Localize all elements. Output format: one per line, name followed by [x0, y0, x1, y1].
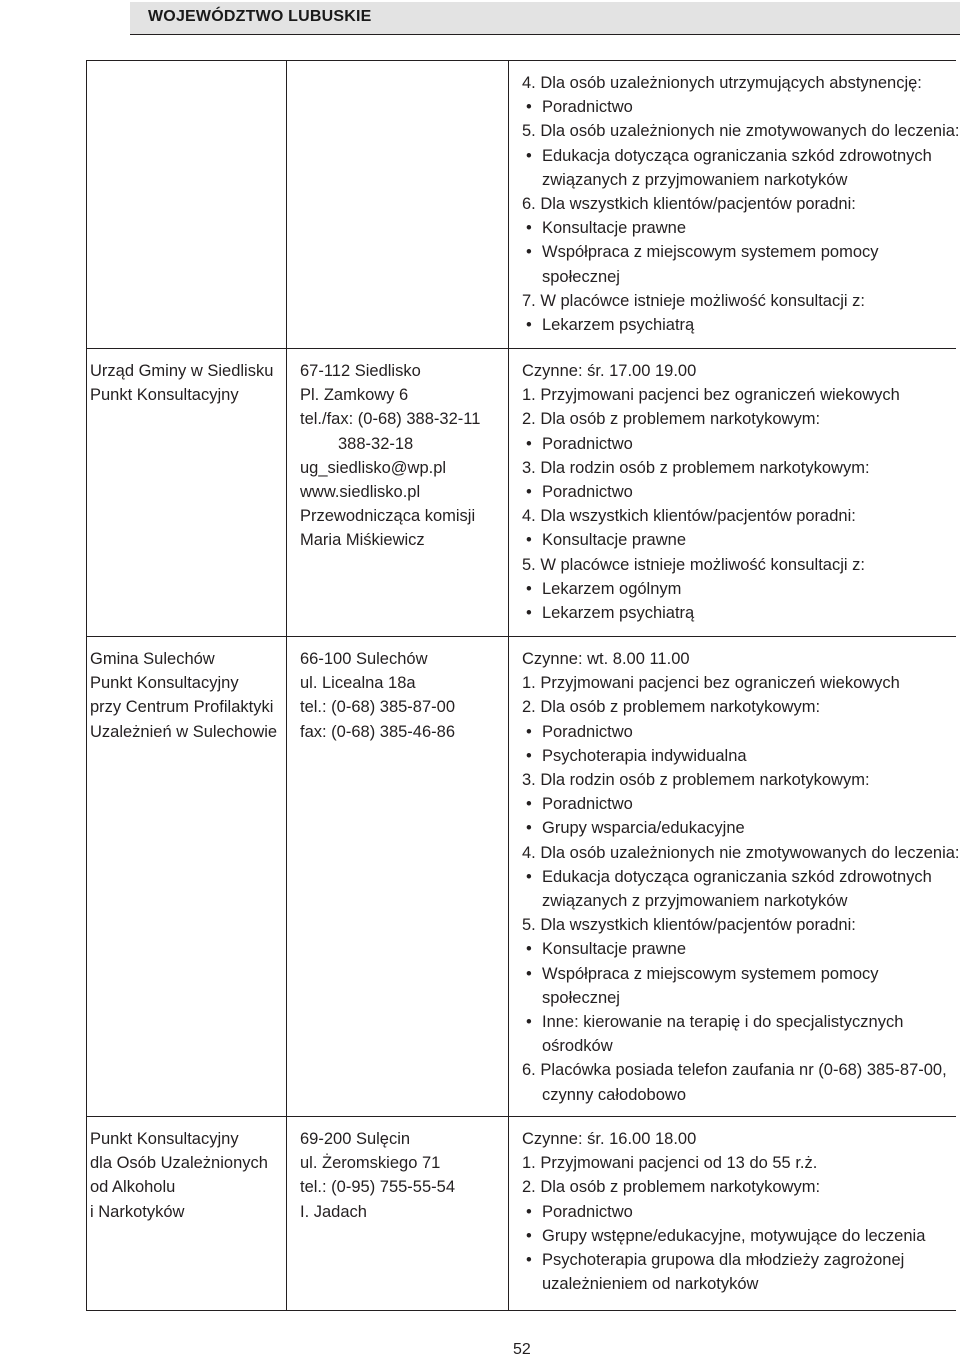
text-line: 67-112 Siedlisko — [300, 362, 421, 380]
page-number: 52 — [513, 1341, 531, 1358]
bullet-item: • Psychoterapia grupowa dla młodzieży zagrożonej — [522, 1248, 925, 1272]
name-line: Punkt Konsultacyjny — [90, 1130, 239, 1148]
bullet-item: • Lekarzem ogólnym — [522, 577, 900, 601]
name-line: i Narkotyków — [90, 1202, 185, 1221]
name-line: Punkt Konsultacyjny — [90, 386, 239, 405]
bullet-item: • Konsultacje prawne — [522, 937, 960, 961]
text-line: 4. Dla osób uzależnionych utrzymujących abstynencję: — [522, 74, 922, 92]
institution-name-cell — [90, 1127, 268, 1224]
text-line: www.siedlisko.pl — [300, 483, 421, 502]
page-title: WOJEWÓDZTWO LUBUSKIE — [148, 8, 372, 25]
text-line: społecznej — [542, 267, 620, 286]
bullet-item: • Lekarzem psychiatrą — [522, 313, 960, 337]
bullet-item: • Poradnictwo — [522, 792, 960, 816]
text-line: ul. Żeromskiego 71 — [300, 1154, 441, 1173]
bullet-item: • Poradnictwo — [522, 480, 900, 504]
text-line: Czynne: śr. 16.00 18.00 — [522, 1130, 697, 1148]
text-line: 69-200 Sulęcin — [300, 1130, 411, 1148]
address-cell — [300, 647, 455, 744]
bullet-item: • Poradnictwo — [522, 432, 900, 456]
text-line: Czynne: wt. 8.00 11.00 — [522, 650, 690, 668]
services-cell — [522, 647, 960, 1107]
services-cell — [522, 1127, 925, 1296]
bullet-item: • Grupy wstępne/edukacyjne, motywujące do leczenia — [522, 1224, 925, 1248]
text-line: 4. Dla osób uzależnionych nie zmotywowanych do leczenia: — [522, 843, 960, 862]
name-line: Uzależnień w Sulechowie — [90, 722, 278, 741]
table-border-left — [86, 60, 87, 1311]
text-line: 1. Przyjmowani pacjenci bez ograniczeń wiekowych — [522, 674, 900, 693]
text-line: czynny całodobowo — [542, 1085, 687, 1104]
text-line: 5. Dla wszystkich klientów/pacjentów poradni: — [522, 916, 856, 935]
text-line: Pl. Zamkowy 6 — [300, 386, 409, 405]
bullet-item: • Konsultacje prawne — [522, 216, 960, 240]
institution-name-cell — [90, 359, 273, 407]
name-line: dla Osób Uzależnionych — [90, 1154, 268, 1173]
name-line: od Alkoholu — [90, 1178, 176, 1197]
text-line: Maria Miśkiewicz — [300, 531, 425, 550]
bullet-item: • Poradnictwo — [522, 720, 960, 744]
column-divider-1 — [286, 60, 287, 1311]
text-line: 2. Dla osób z problemem narkotykowym: — [522, 698, 821, 717]
table-border-bottom — [86, 1310, 956, 1311]
services-cell — [522, 71, 960, 337]
row-divider — [86, 636, 956, 637]
text-line: 388-32-18 — [338, 434, 414, 453]
text-line: 6. Placówka posiada telefon zaufania nr (0-68) 385-87-00, — [522, 1061, 947, 1080]
bullet-item: • Poradnictwo — [522, 95, 960, 119]
text-line: ośrodków — [542, 1037, 613, 1056]
address-cell — [300, 1127, 455, 1224]
text-line: ug_siedlisko@wp.pl — [300, 458, 447, 477]
text-line: 2. Dla osób z problemem narkotykowym: — [522, 410, 821, 429]
text-line: 7. W placówce istnieje możliwość konsultacji z: — [522, 291, 865, 310]
bullet-item: • Współpraca z miejscowym systemem pomocy — [522, 240, 960, 264]
text-line: 3. Dla rodzin osób z problemem narkotykowym: — [522, 771, 870, 790]
bullet-item: • Poradnictwo — [522, 1200, 925, 1224]
text-line: Przewodnicząca komisji — [300, 507, 476, 526]
text-line: 5. Dla osób uzależnionych nie zmotywowanych do leczenia: — [522, 122, 960, 141]
text-line: 3. Dla rodzin osób z problemem narkotykowym: — [522, 458, 870, 477]
text-line: fax: (0-68) 385-46-86 — [300, 722, 456, 741]
text-line: 1. Przyjmowani pacjenci bez ograniczeń wiekowych — [522, 386, 900, 405]
row-divider — [86, 348, 956, 349]
text-line: 5. W placówce istnieje możliwość konsultacji z: — [522, 555, 865, 574]
bullet-item: • Współpraca z miejscowym systemem pomocy — [522, 962, 960, 986]
name-line: Urząd Gminy w Siedlisku — [90, 362, 274, 380]
text-line: Czynne: śr. 17.00 19.00 — [522, 362, 697, 380]
text-line: ul. Licealna 18a — [300, 674, 416, 693]
row-divider — [86, 1116, 956, 1117]
address-cell — [300, 359, 480, 553]
name-line: przy Centrum Profilaktyki — [90, 698, 274, 717]
institution-name-cell — [90, 647, 277, 744]
text-line: 1. Przyjmowani pacjenci od 13 do 55 r.ż. — [522, 1154, 818, 1173]
text-line: I. Jadach — [300, 1202, 367, 1221]
column-divider-2 — [508, 60, 509, 1311]
bullet-item: • Inne: kierowanie na terapię i do specjalistycznych — [522, 1010, 960, 1034]
text-line: 66-100 Sulechów — [300, 650, 428, 668]
bullet-item: • Edukacja dotycząca ograniczania szkód zdrowotnych — [522, 865, 960, 889]
text-line: tel./fax: (0-68) 388-32-11 — [300, 410, 481, 429]
text-line: związanych z przyjmowaniem narkotyków — [542, 170, 848, 189]
bullet-item: • Psychoterapia indywidualna — [522, 744, 960, 768]
table-border-top — [86, 60, 956, 61]
bullet-item: • Edukacja dotycząca ograniczania szkód zdrowotnych — [522, 144, 960, 168]
text-line: tel.: (0-95) 755-55-54 — [300, 1178, 456, 1197]
name-line: Gmina Sulechów — [90, 650, 215, 668]
text-line: związanych z przyjmowaniem narkotyków — [542, 892, 848, 911]
name-line: Punkt Konsultacyjny — [90, 674, 239, 693]
text-line: społecznej — [542, 988, 620, 1007]
services-cell — [522, 359, 900, 625]
bullet-item: • Grupy wsparcia/edukacyjne — [522, 816, 960, 840]
text-line: 6. Dla wszystkich klientów/pacjentów poradni: — [522, 195, 856, 214]
bullet-item: • Lekarzem psychiatrą — [522, 601, 900, 625]
text-line: tel.: (0-68) 385-87-00 — [300, 698, 456, 717]
bullet-item: • Konsultacje prawne — [522, 528, 900, 552]
text-line: uzależnieniem od narkotyków — [542, 1275, 759, 1294]
text-line: 4. Dla wszystkich klientów/pacjentów poradni: — [522, 507, 856, 526]
text-line: 2. Dla osób z problemem narkotykowym: — [522, 1178, 821, 1197]
